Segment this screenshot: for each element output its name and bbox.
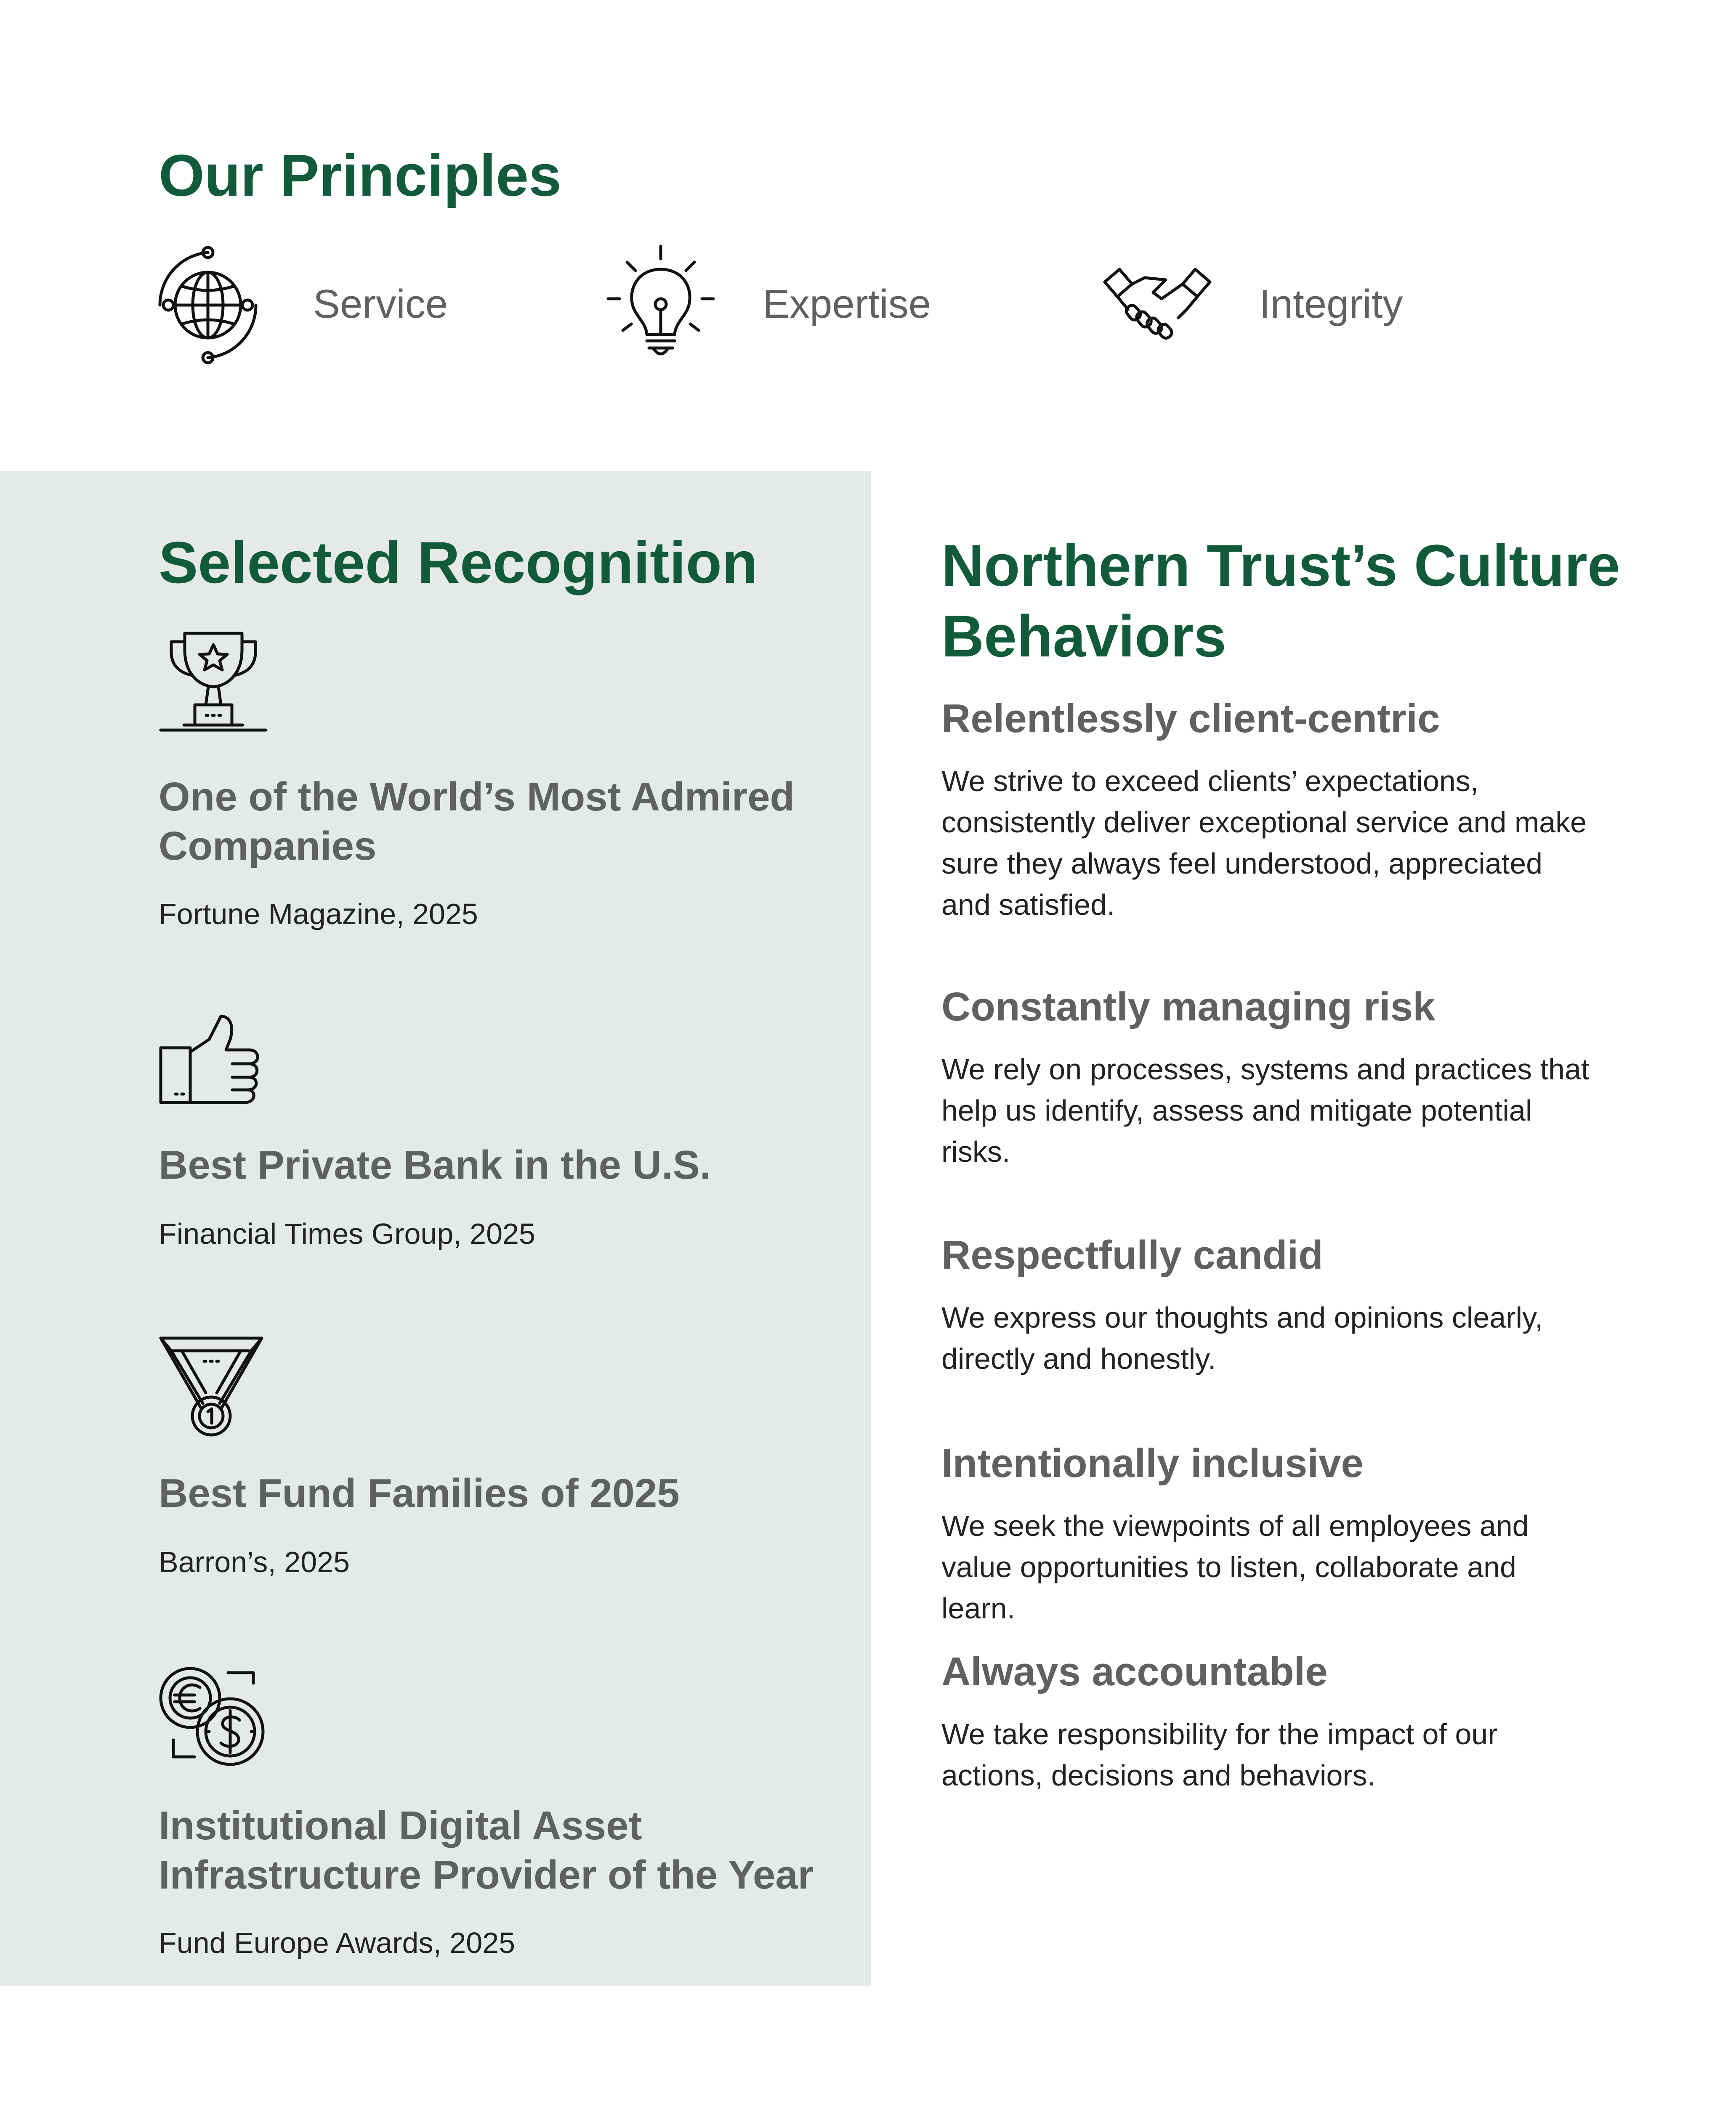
globe-icon <box>157 246 266 364</box>
trophy-icon <box>159 627 268 732</box>
behavior-item <box>941 694 1598 925</box>
behavior-title: Always accountable <box>941 1649 1328 1694</box>
behavior-title: Constantly managing risk <box>941 984 1436 1029</box>
handshake-icon <box>1103 246 1212 364</box>
behavior-description: We seek the viewpoints of all employees and value opportunities to listen, collaborate and learn. <box>941 1509 1529 1625</box>
behavior-item <box>941 1647 1598 1796</box>
principles-title: Our Principles <box>159 142 561 208</box>
principle-label: Integrity <box>1259 282 1403 327</box>
behavior-description: We take responsibility for the impact of our actions, decisions and behaviors. <box>941 1718 1498 1792</box>
behavior-item <box>941 1439 1598 1629</box>
award-title: Institutional Digital Asset Infrastructure Provider of the Year <box>159 1803 814 1897</box>
behavior-item <box>941 1231 1598 1379</box>
award-source: Fortune Magazine, 2025 <box>159 898 478 930</box>
principle-integrity <box>1103 246 1481 364</box>
principle-service <box>157 246 535 364</box>
award-title: One of the World’s Most Admired Companies <box>159 774 795 869</box>
principle-label: Expertise <box>763 282 931 327</box>
award-title: Best Private Bank in the U.S. <box>159 1142 711 1187</box>
award-title: Best Fund Families of 2025 <box>159 1471 680 1516</box>
award-source: Fund Europe Awards, 2025 <box>159 1926 516 1959</box>
currency-coins-icon <box>159 1666 268 1772</box>
behavior-title: Relentlessly client-centric <box>941 696 1440 741</box>
recognition-title: Selected Recognition <box>159 529 758 595</box>
award-source: Barron’s, 2025 <box>159 1546 350 1578</box>
culture-title: Northern Trust’s Culture Behaviors <box>941 532 1620 669</box>
lightbulb-icon <box>606 246 715 364</box>
principle-label: Service <box>313 282 448 327</box>
medal-icon <box>159 1334 268 1439</box>
behavior-description: We rely on processes, systems and practices that help us identify, assess and mitigate potential risks. <box>941 1053 1590 1169</box>
award-source: Financial Times Group, 2025 <box>159 1217 535 1250</box>
behavior-title: Intentionally inclusive <box>941 1441 1364 1486</box>
principle-expertise <box>606 246 985 364</box>
behavior-title: Respectfully candid <box>941 1233 1323 1278</box>
behavior-item <box>941 983 1598 1172</box>
behavior-description: We express our thoughts and opinions clearly, directly and honestly. <box>941 1301 1543 1376</box>
behavior-description: We strive to exceed clients’ expectations, consistently deliver exceptional service and make sure they always feel understood, appreciated and satisfied. <box>941 765 1587 922</box>
thumbs-up-icon <box>159 1014 268 1119</box>
